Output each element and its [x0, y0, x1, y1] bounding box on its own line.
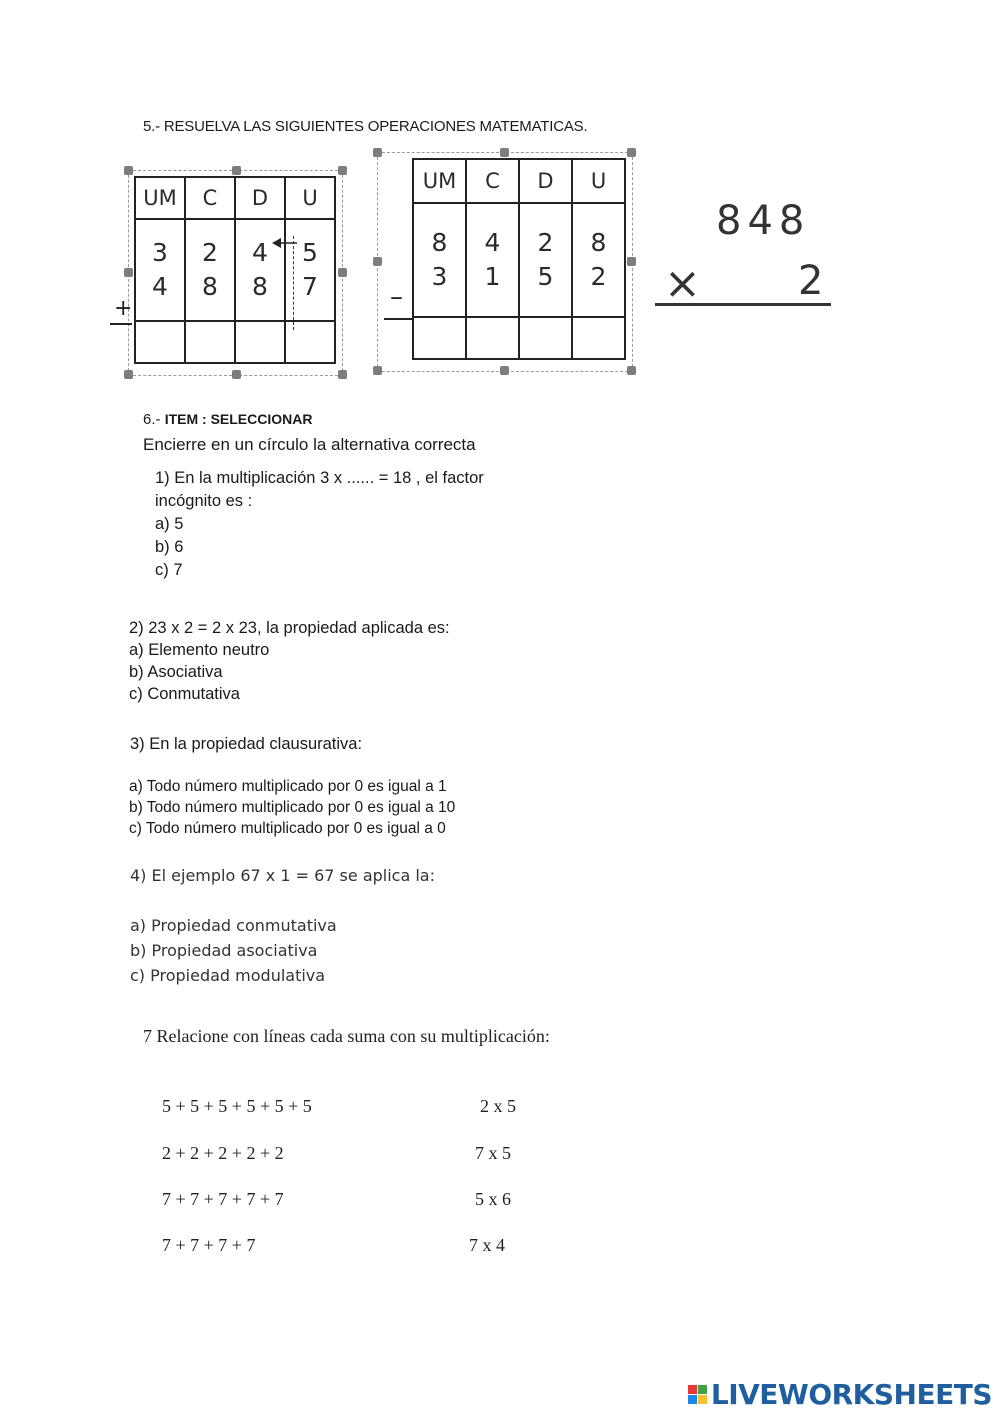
question-1 [155, 467, 484, 582]
option-a[interactable]: a) Propiedad conmutativa [130, 916, 337, 935]
option-b[interactable]: b) Todo número multiplicado por 0 es igual a 10 [129, 799, 456, 816]
resize-handle[interactable] [373, 257, 382, 266]
sum-item[interactable]: 7 + 7 + 7 + 7 [162, 1235, 256, 1255]
section-label: ITEM : SELECCIONAR [164, 411, 313, 427]
option-c[interactable]: c) Todo número multiplicado por 0 es igual a 0 [129, 820, 446, 837]
option-c[interactable]: c) 7 [155, 561, 183, 579]
option-c[interactable]: c) Conmutativa [129, 685, 240, 703]
digit: 2 [537, 228, 554, 257]
digit: 5 [302, 238, 318, 267]
digit: 2 [590, 262, 607, 291]
logo-square [688, 1395, 697, 1404]
digit: 5 [537, 262, 554, 291]
digit: 7 [302, 272, 318, 301]
question-4-stem: 4) El ejemplo 67 x 1 = 67 se aplica la: [130, 866, 435, 885]
digit: 3 [152, 238, 168, 267]
product-item[interactable]: 2 x 5 [480, 1096, 516, 1116]
digit: 1 [484, 262, 501, 291]
arrow-left-icon [270, 236, 298, 250]
logo-square [688, 1385, 697, 1394]
product-item[interactable]: 7 x 4 [469, 1235, 505, 1255]
brand-text: LIVEWORKSHEETS [710, 1378, 992, 1411]
question-stem: 2) 23 x 2 = 2 x 23, la propiedad aplicada es: [129, 619, 450, 637]
section-number: 6.- [143, 411, 165, 428]
option-a[interactable]: a) Todo número multiplicado por 0 es igual a 1 [129, 778, 447, 795]
d-cell[interactable] [519, 203, 572, 317]
digit: 4 [252, 238, 268, 267]
resize-handle[interactable] [124, 370, 133, 379]
header-u: U [285, 177, 335, 219]
answer-cell-d[interactable] [519, 317, 572, 359]
option-a[interactable]: a) 5 [155, 515, 184, 533]
resize-handle[interactable] [627, 366, 636, 375]
logo-square [698, 1385, 707, 1394]
answer-cell-d[interactable] [235, 321, 285, 363]
resize-handle[interactable] [338, 166, 347, 175]
section-7-title: 7 Relacione con líneas cada suma con su multiplicación: [143, 1026, 550, 1046]
section-6-heading [143, 411, 312, 428]
c-cell[interactable] [185, 219, 235, 321]
liveworksheets-logo-icon [688, 1385, 707, 1404]
header-um: UM [413, 159, 466, 203]
addition-table [134, 176, 336, 364]
digit: 4 [484, 228, 501, 257]
digit: 2 [202, 238, 218, 267]
answer-cell-u[interactable] [572, 317, 625, 359]
question-2 [129, 617, 450, 705]
question-3-stem: 3) En la propiedad clausurativa: [130, 735, 363, 753]
resize-handle[interactable] [373, 148, 382, 157]
um-cell[interactable] [413, 203, 466, 317]
sum-item[interactable]: 5 + 5 + 5 + 5 + 5 + 5 [162, 1096, 312, 1116]
option-b[interactable]: b) Asociativa [129, 663, 223, 681]
resize-handle[interactable] [338, 268, 347, 277]
question-3-options [129, 776, 455, 839]
header-um: UM [135, 177, 185, 219]
answer-cell-um[interactable] [135, 321, 185, 363]
d-cell[interactable] [235, 219, 285, 321]
section-5-title: 5.- RESUELVA LAS SIGUIENTES OPERACIONES MATEMATICAS. [143, 118, 588, 135]
option-c[interactable]: c) Propiedad modulativa [130, 966, 326, 985]
option-a[interactable]: a) Elemento neutro [129, 641, 270, 659]
sum-item[interactable]: 2 + 2 + 2 + 2 + 2 [162, 1143, 284, 1163]
multiplicand: 848 [716, 198, 811, 244]
times-sign: × [664, 258, 701, 309]
digit: 8 [590, 228, 607, 257]
digit: 4 [152, 272, 168, 301]
header-c: C [185, 177, 235, 219]
header-u: U [572, 159, 625, 203]
resize-handle[interactable] [627, 257, 636, 266]
answer-cell-c[interactable] [466, 317, 519, 359]
plus-sign: + [114, 296, 133, 321]
question-4-options [130, 913, 337, 988]
product-item[interactable]: 7 x 5 [475, 1143, 511, 1163]
option-b[interactable]: b) Propiedad asociativa [130, 941, 318, 960]
liveworksheets-brand [688, 1378, 992, 1411]
dashed-divider [293, 236, 294, 330]
subtraction-table [412, 158, 626, 360]
difference-line [384, 318, 414, 320]
multiplier: 2 [798, 258, 830, 304]
digit: 8 [252, 272, 268, 301]
resize-handle[interactable] [124, 268, 133, 277]
answer-cell-um[interactable] [413, 317, 466, 359]
resize-handle[interactable] [500, 366, 509, 375]
resize-handle[interactable] [373, 366, 382, 375]
sum-line [110, 323, 132, 325]
digit: 8 [202, 272, 218, 301]
product-item[interactable]: 5 x 6 [475, 1189, 511, 1209]
question-stem-continued: incógnito es : [155, 492, 253, 510]
option-b[interactable]: b) 6 [155, 538, 184, 556]
question-stem: 1) En la multiplicación 3 x ...... = 18 , el factor [155, 469, 484, 487]
answer-cell-c[interactable] [185, 321, 235, 363]
u-cell[interactable] [572, 203, 625, 317]
um-cell[interactable] [135, 219, 185, 321]
header-d: D [235, 177, 285, 219]
digit: 8 [431, 228, 448, 257]
resize-handle[interactable] [627, 148, 636, 157]
resize-handle[interactable] [500, 148, 509, 157]
resize-handle[interactable] [124, 166, 133, 175]
resize-handle[interactable] [338, 370, 347, 379]
section-6-instruction: Encierre en un círculo la alternativa correcta [143, 435, 476, 454]
c-cell[interactable] [466, 203, 519, 317]
digit: 3 [431, 262, 448, 291]
product-line [655, 303, 831, 306]
minus-sign: – [390, 282, 403, 312]
header-d: D [519, 159, 572, 203]
logo-square [698, 1395, 707, 1404]
sum-item[interactable]: 7 + 7 + 7 + 7 + 7 [162, 1189, 284, 1209]
resize-handle[interactable] [232, 370, 241, 379]
resize-handle[interactable] [232, 166, 241, 175]
header-c: C [466, 159, 519, 203]
